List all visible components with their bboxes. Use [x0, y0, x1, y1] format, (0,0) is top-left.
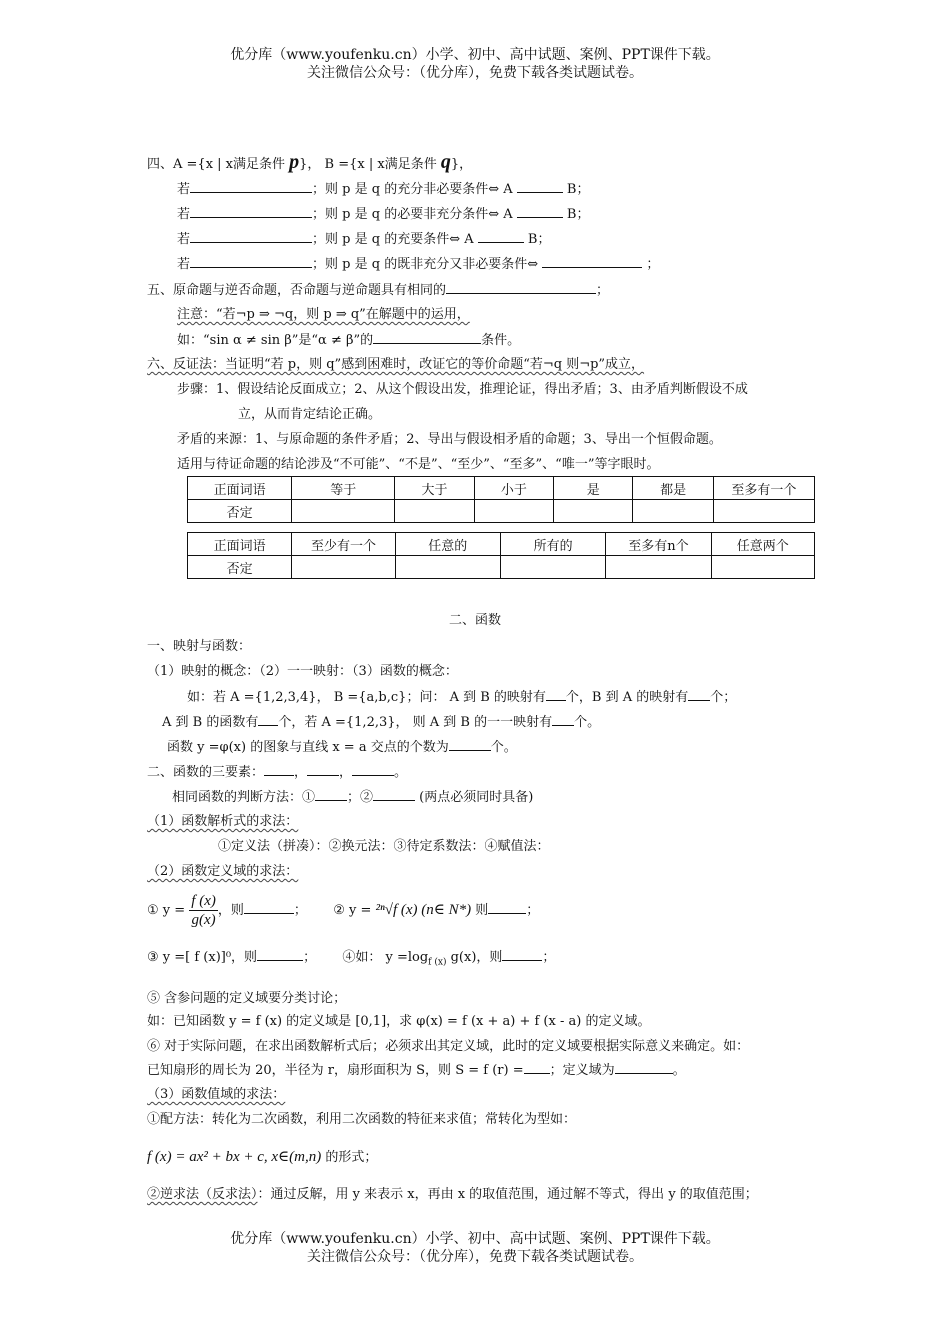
analytic-heading: （1）函数解析式的求法： — [147, 814, 299, 829]
table-row — [188, 556, 815, 579]
three-elements — [147, 763, 407, 782]
section-5-text: 五、原命题与逆否命题，否命题与逆命题具有相同的 — [147, 283, 447, 298]
table-cell: 否定 — [188, 500, 292, 523]
row-tail: B； — [527, 232, 551, 247]
table-cell: 是 — [554, 477, 633, 500]
blank — [502, 948, 542, 961]
blank — [524, 1061, 550, 1074]
formula-text: ④如： y =log — [342, 950, 429, 965]
domain-rule-1 — [147, 892, 539, 928]
example-text: 个，若 A ={1,2,3}， 则 A 到 B 的一一映射有 — [278, 715, 553, 730]
blank — [258, 713, 278, 726]
formula-text: ③ y =[ f (x)]⁰，则 — [147, 950, 258, 965]
range-method-1: ①配方法：转化为二次函数，利用二次函数的特征来求值；常转化为型如： — [147, 1112, 577, 1127]
section-5-note: 注意：“若¬p ⇒ ¬q，则 p ⇒ q”在解题中的运用， — [177, 307, 470, 322]
blank — [190, 255, 312, 268]
blank — [478, 230, 524, 243]
separator: ， — [294, 765, 308, 780]
row-tail: B； — [566, 182, 590, 197]
blank — [190, 180, 312, 193]
section-text: 二、函数的三要素： — [147, 765, 265, 780]
table-cell: 至多有n个 — [606, 533, 711, 556]
formula-end: 的形式； — [321, 1150, 378, 1165]
condition-row — [177, 180, 589, 199]
mapping-heading: 一、映射与函数： — [147, 639, 252, 654]
table-row — [188, 500, 815, 523]
table-cell: 大于 — [395, 477, 474, 500]
table-cell: 至多有一个 — [713, 477, 814, 500]
example-text: 个； — [710, 690, 737, 705]
example-end: 条件。 — [481, 333, 521, 348]
table-row — [188, 533, 815, 556]
page-header-line1: 优分库（www.youfenku.cn）小学、初中、高中试题、案例、PPT课件下载。 — [230, 47, 720, 63]
table-cell: 所有的 — [500, 533, 605, 556]
blank — [488, 901, 526, 914]
section-6-source: 矛盾的来源：1、与原命题的条件矛盾；2、导出与假设相矛盾的命题；3、导出一个恒假命题。 — [177, 432, 722, 447]
page-header-line2: 关注微信公众号：（优分库），免费下载各类试题试卷。 — [307, 65, 643, 81]
set-b-def: }， B ={x | x满足条件 — [299, 157, 437, 172]
condition-p: p — [289, 151, 300, 173]
set-a-def: A ={x | x满足条件 — [173, 157, 286, 172]
blank — [517, 180, 563, 193]
blank — [352, 763, 394, 776]
table-cell — [606, 556, 711, 579]
table-cell: 任意的 — [395, 533, 500, 556]
blank — [542, 255, 642, 268]
page-footer-line1: 优分库（www.youfenku.cn）小学、初中、高中试题、案例、PPT课件下载。 — [230, 1231, 720, 1247]
formula-text: ② y = — [333, 903, 372, 918]
domain-rule-6: ⑥ 对于实际问题，在求出函数解析式后；必须求出其定义域，此时的定义域要根据实际意义来确定。如： — [147, 1039, 750, 1054]
chapter-title: 二、函数 — [448, 613, 501, 628]
row-prefix: 若 — [177, 207, 191, 222]
table-cell: 否定 — [188, 556, 292, 579]
blank — [373, 788, 415, 801]
blank — [190, 230, 312, 243]
section-end: 。 — [394, 765, 408, 780]
row-prefix: 若 — [177, 182, 191, 197]
condition-row — [177, 230, 550, 249]
example-text: 个。 — [490, 740, 517, 755]
quadratic-formula: f (x) = ax² + bx + c, x∈(m,n) — [147, 1149, 322, 1165]
row-text: ；则 p 是 q 的既非充分又非必要条件⇔ — [312, 257, 539, 272]
example-text: A 到 B 的函数有 — [162, 715, 259, 730]
table-cell: 正面词语 — [188, 533, 292, 556]
range-method-1-formula — [147, 1148, 377, 1167]
blank — [552, 713, 574, 726]
blank — [615, 1061, 673, 1074]
blank — [688, 688, 710, 701]
section-5-end: ； — [596, 283, 610, 298]
fraction — [189, 892, 218, 929]
section-6-title: 六、反证法：当证明“若 p，则 q”感到困难时，改证它的等价命题“若¬q 则¬p”成立， — [147, 357, 645, 372]
section-text: (两点必须同时具备) — [419, 790, 534, 805]
blank — [546, 688, 566, 701]
formula-end: ； — [526, 903, 540, 918]
table-cell — [633, 500, 713, 523]
table-cell: 小于 — [474, 477, 553, 500]
mapping-example-2 — [162, 713, 600, 732]
section-6-applies: 适用与待证命题的结论涉及“不可能”、“不是”、“至少”、“至多”、“唯一”等字眼时。 — [177, 457, 660, 472]
negation-table-1 — [187, 476, 815, 523]
domain-rule-5: ⑤ 含参问题的定义域要分类讨论； — [147, 991, 347, 1006]
table-cell: 等于 — [292, 477, 395, 500]
method-name: ②逆求法（反求法） — [147, 1187, 258, 1202]
section-text: 相同函数的判断方法：① — [172, 790, 316, 805]
example-text: 个，B 到 A 的映射有 — [565, 690, 689, 705]
condition-row — [177, 255, 659, 274]
table-cell: 正面词语 — [188, 477, 292, 500]
root-formula: ²ⁿ√f (x) (n∈ N*) — [375, 902, 472, 918]
domain-heading: （2）函数定义域的求法： — [147, 864, 299, 879]
blank — [446, 281, 596, 294]
method-text: ：通过反解，用 y 来表示 x，再由 x 的取值范围，通过解不等式，得出 y 的取值范围； — [257, 1187, 758, 1202]
condition-q: q — [440, 151, 451, 173]
example-end: 。 — [672, 1063, 686, 1078]
row-prefix: 若 — [177, 257, 191, 272]
row-tail: B； — [566, 207, 590, 222]
table-cell — [292, 556, 395, 579]
formula-end: ； — [293, 903, 307, 918]
section-6-steps-2: 立，从而肯定结论正确。 — [238, 407, 382, 422]
example-text: 如：“sin α ≠ sin β”是“α ≠ β”的 — [177, 333, 374, 348]
table-cell: 任意两个 — [711, 533, 814, 556]
table-cell — [554, 500, 633, 523]
same-function-method — [172, 788, 533, 807]
condition-row — [177, 205, 589, 224]
blank — [264, 763, 294, 776]
example-text: 已知扇形的周长为 20，半径为 r，扇形面积为 S，则 S = f (r) = — [147, 1063, 524, 1078]
row-text: ；则 p 是 q 的充分非必要条件⇔ A — [312, 182, 513, 197]
table-cell: 至少有一个 — [292, 533, 395, 556]
page-footer-line2: 关注微信公众号：（优分库），免费下载各类试题试卷。 — [307, 1249, 643, 1265]
formula-text: ① y = — [147, 903, 186, 918]
row-text: ；则 p 是 q 的充要条件⇔ A — [312, 232, 474, 247]
example-text: ；定义域为 — [549, 1063, 615, 1078]
section-4-lead: 四、 — [147, 157, 174, 172]
negation-table-2 — [187, 532, 815, 579]
example-text: 个。 — [574, 715, 601, 730]
example-text: 如：若 A ={1,2,3,4}， B ={a,b,c}；问： A 到 B 的映射有 — [187, 690, 546, 705]
blank — [257, 948, 303, 961]
table-cell — [395, 556, 500, 579]
range-method-2 — [147, 1186, 758, 1204]
table-cell — [395, 500, 474, 523]
table-cell — [713, 500, 814, 523]
blank — [244, 901, 294, 914]
table-cell — [292, 500, 395, 523]
mapping-items: （1）映射的概念：（2）一一映射：（3）函数的概念： — [147, 664, 458, 679]
example-text: 函数 y =φ(x) 的图象与直线 x = a 交点的个数为 — [167, 740, 449, 755]
analytic-items: ①定义法（拼凑）：②换元法：③待定系数法：④赋值法： — [218, 839, 550, 854]
row-tail: ； — [646, 257, 660, 272]
table-cell: 都是 — [633, 477, 713, 500]
table-row — [188, 477, 815, 500]
formula-end: ； — [303, 950, 317, 965]
log-base: f (x) — [428, 957, 447, 968]
blank — [373, 331, 481, 344]
row-text: ；则 p 是 q 的必要非充分条件⇔ A — [312, 207, 513, 222]
row-prefix: 若 — [177, 232, 191, 247]
formula-text: ，则 — [217, 903, 244, 918]
formula-text: g(x)，则 — [446, 950, 503, 965]
section-5-title — [147, 281, 609, 300]
domain-rule-5-example: 如：已知函数 y = f (x) 的定义域是 [0,1]，求 φ(x) = f (x + a) + f (x - a) 的定义域。 — [147, 1014, 651, 1029]
fraction-numerator: f (x) — [191, 893, 216, 909]
blank — [517, 205, 563, 218]
domain-rule-3 — [147, 948, 555, 972]
section-4-end: }， — [450, 157, 473, 172]
blank — [190, 205, 312, 218]
table-cell — [474, 500, 553, 523]
section-4-title — [147, 153, 472, 174]
range-heading: （3）函数值域的求法： — [147, 1087, 286, 1102]
formula-text: 则 — [471, 903, 489, 918]
blank — [307, 763, 339, 776]
blank — [449, 738, 491, 751]
fraction-denominator: g(x) — [191, 912, 216, 928]
separator: ， — [339, 765, 353, 780]
formula-end: ； — [542, 950, 556, 965]
domain-rule-6-example — [147, 1061, 686, 1080]
blank — [315, 788, 347, 801]
table-cell — [500, 556, 605, 579]
mapping-example-3 — [167, 738, 517, 757]
mapping-example-1 — [187, 688, 736, 707]
section-5-example — [177, 331, 520, 350]
section-6-steps-1: 步骤：1、假设结论反面成立；2、从这个假设出发，推理论证，得出矛盾；3、由矛盾判断假设不成 — [177, 382, 748, 397]
section-text: ；② — [347, 790, 374, 805]
table-cell — [711, 556, 814, 579]
